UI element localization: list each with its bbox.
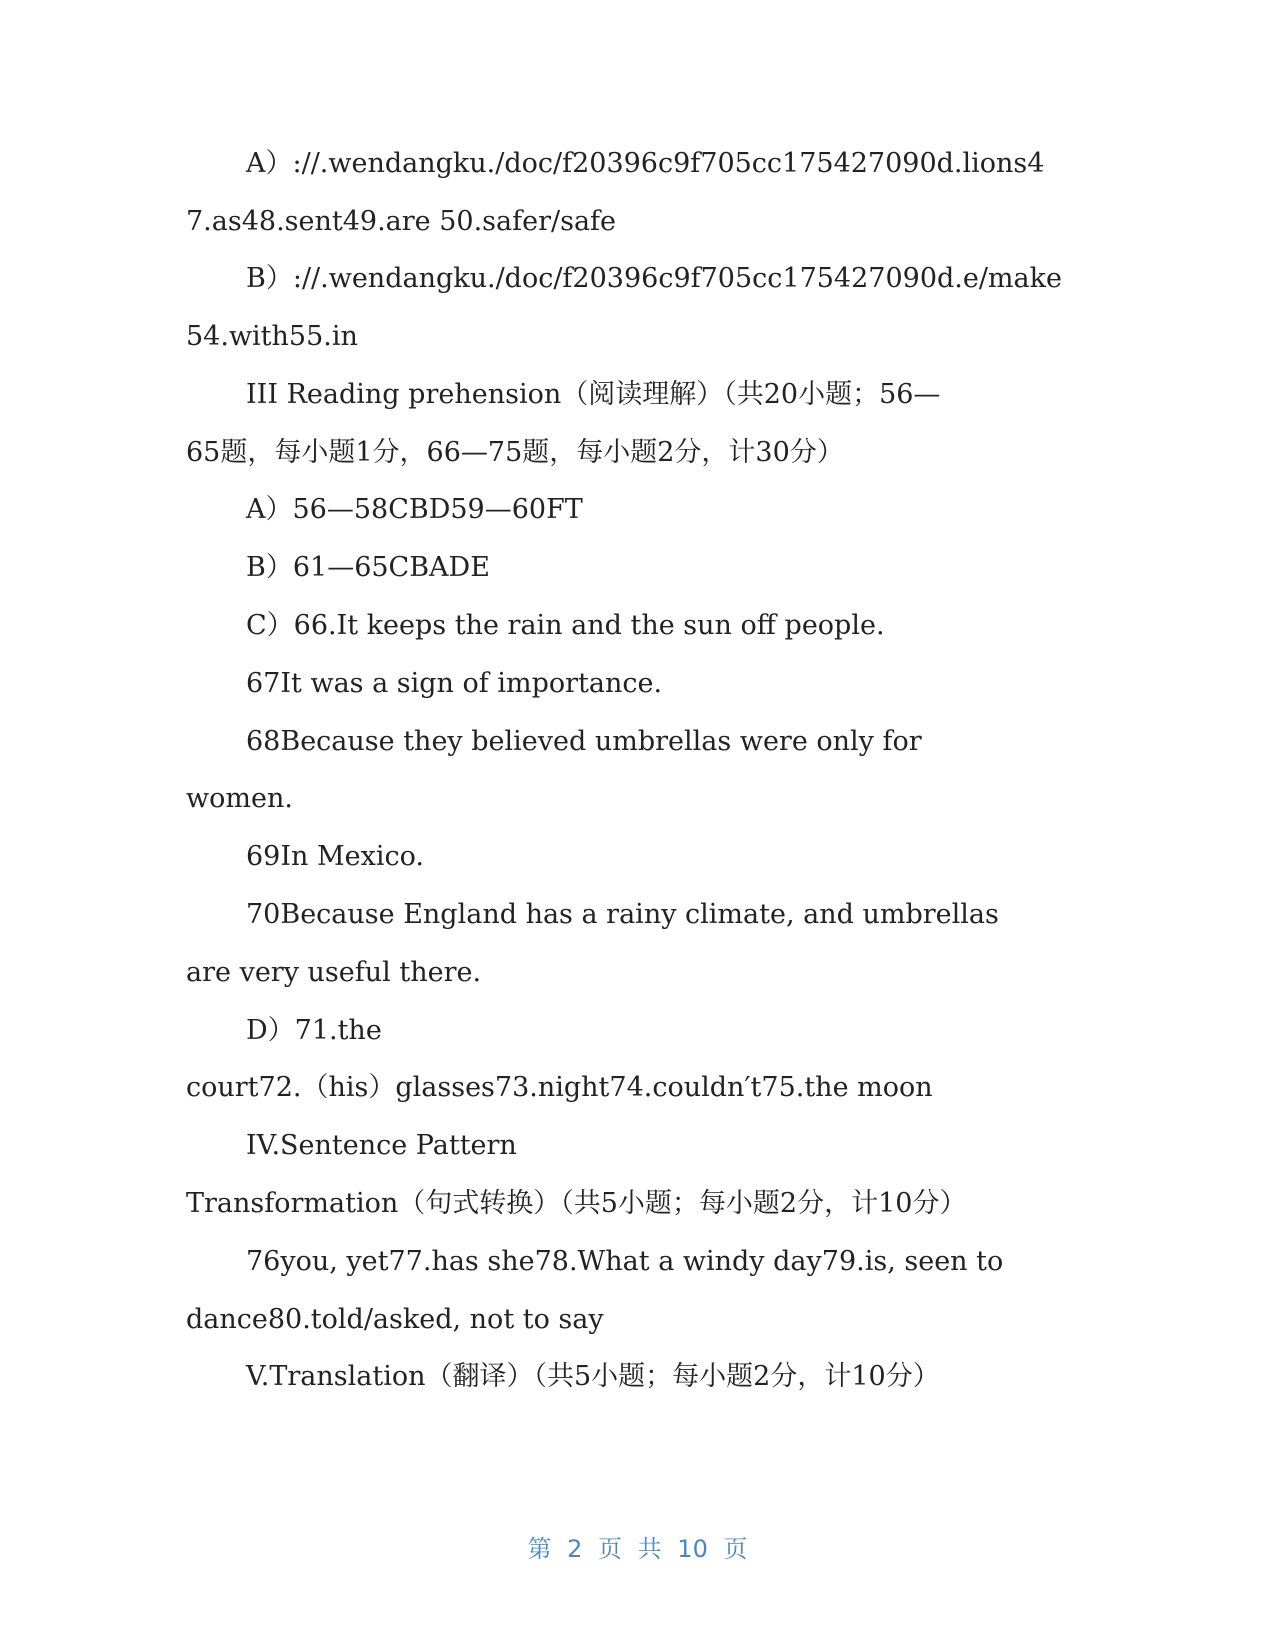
answer-line-a: A）56—58CBD59—60FT [246, 494, 583, 525]
section-heading-reading: III Reading prehension（阅读理解）（共20小题；56— [246, 379, 941, 410]
page-number-footer: 第 2 页 共 10 页 [527, 1535, 748, 1563]
section-heading-sentence: IV.Sentence Pattern [246, 1130, 517, 1161]
answer-line-68: 68Because they believed umbrellas were only for [246, 726, 922, 757]
section-heading-translation: V.Translation（翻译）（共5小题；每小题2分，计10分） [246, 1361, 940, 1392]
answer-line-68-cont: women. [186, 783, 293, 814]
answer-line-76-cont: dance80.told/asked, not to say [186, 1304, 604, 1335]
answer-line-2: 7.as48.sent49.are 50.safer/safe [186, 206, 617, 237]
answer-line-1: A）://.wendangku./doc/f20396c9f705cc175427090d.lions4 [246, 148, 1045, 179]
section-heading-reading-cont: 65题，每小题1分，66—75题，每小题2分，计30分） [186, 437, 844, 468]
answer-line-d-cont: court72.（his）glasses73.night74.couldn′t75.the moon [186, 1072, 933, 1103]
answer-line-d: D）71.the [246, 1015, 382, 1046]
answer-line-70-cont: are very useful there. [186, 957, 482, 988]
answer-line-70: 70Because England has a rainy climate, and umbrellas [246, 899, 999, 930]
section-heading-sentence-cont: Transformation（句式转换）（共5小题；每小题2分，计10分） [186, 1188, 967, 1219]
answer-line-b: B）61—65CBADE [246, 552, 490, 583]
answer-line-c: C）66.It keeps the rain and the sun off people. [246, 610, 885, 641]
answer-line-4: 54.with55.in [186, 321, 358, 352]
answer-line-76: 76you, yet77.has she78.What a windy day79.is, seen to [246, 1246, 1004, 1277]
answer-line-3: B）://.wendangku./doc/f20396c9f705cc175427090d.e/make [246, 263, 1062, 294]
answer-line-67: 67It was a sign of importance. [246, 668, 663, 699]
answer-line-69: 69In Mexico. [246, 841, 424, 872]
